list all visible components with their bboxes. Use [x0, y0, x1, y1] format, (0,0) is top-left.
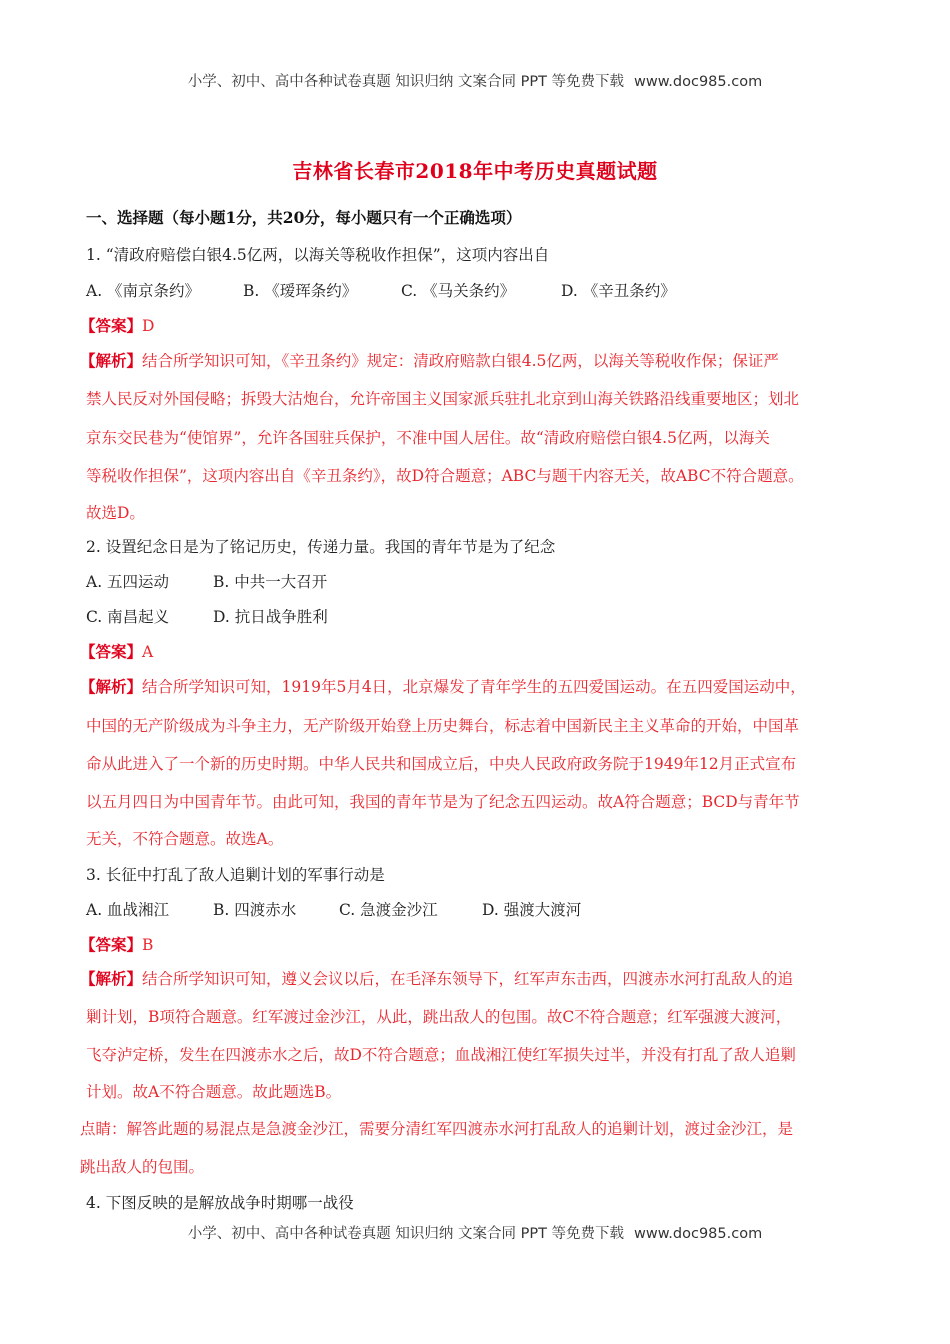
- option-b: B. 中共一大召开: [213, 573, 328, 591]
- question-2-analysis-line: 命从此进入了一个新的历史时期。中华人民共和国成立后，中央人民政府政务院于1949年12月正式宣布: [86, 755, 797, 773]
- section-heading: 一、选择题（每小题1分，共20分，每小题只有一个正确选项）: [86, 208, 522, 227]
- option-d: D. 强渡大渡河: [482, 901, 582, 919]
- question-2-stem: 2. 设置纪念日是为了铭记历史，传递力量。我国的青年节是为了纪念: [86, 538, 556, 556]
- option-d: D. 抗日战争胜利: [213, 608, 328, 626]
- question-1-analysis-line: 故选D。: [86, 504, 145, 522]
- document-title: 吉林省长春市2018年中考历史真题试题: [292, 159, 658, 183]
- question-2-analysis-line: 以五月四日为中国青年节。由此可知，我国的青年节是为了纪念五四运动。故A符合题意；BCD与青年节: [86, 793, 800, 811]
- answer-value: B: [142, 936, 154, 954]
- option-a: A. 《南京条约》: [86, 282, 201, 300]
- option-c: C. 急渡金沙江: [339, 901, 438, 919]
- question-2-analysis-line: 【解析】结合所学知识可知，1919年5月4日，北京爆发了青年学生的五四爱国运动。在五四爱国运动中，: [80, 677, 806, 696]
- question-3-tip-line: 点睛：解答此题的易混点是急渡金沙江，需要分清红军四渡赤水河打乱敌人的追剿计划，渡过金沙江，是: [80, 1120, 794, 1138]
- footer-text: 小学、初中、高中各种试卷真题 知识归纳 文案合同 PPT 等免费下载: [187, 1226, 625, 1242]
- question-3-options: [86, 900, 581, 920]
- question-1-analysis-line: 京东交民巷为“使馆界”，允许各国驻兵保护，不准中国人居住。故“清政府赔偿白银4.5亿两，以海关: [86, 429, 770, 447]
- answer-value: A: [142, 643, 154, 661]
- question-3-analysis-line: 剿计划，B项符合题意。红军渡过金沙江，从此，跳出敌人的包围。故C不符合题意；红军强渡大渡河，: [86, 1008, 792, 1026]
- question-1-options: [86, 281, 676, 301]
- question-3-stem: 3. 长征中打乱了敌人追剿计划的军事行动是: [86, 866, 385, 884]
- option-d: D. 《辛丑条约》: [561, 282, 676, 300]
- option-b: B. 《瑷珲条约》: [243, 282, 358, 300]
- question-2-answer: [80, 642, 153, 662]
- option-c: C. 南昌起义: [86, 608, 170, 626]
- question-1-answer: [80, 316, 154, 336]
- footer-url[interactable]: www.doc985.com: [634, 1226, 763, 1242]
- option-a: A. 五四运动: [86, 573, 170, 591]
- option-a: A. 血战湘江: [86, 901, 170, 919]
- question-2-options: [86, 607, 328, 627]
- question-3-tip-line: 跳出敌人的包围。: [80, 1158, 205, 1176]
- answer-value: D: [142, 317, 155, 335]
- question-1-analysis-line: 等税收作担保”，这项内容出自《辛丑条约》，故D符合题意；ABC与题干内容无关，故ABC不符合题意。: [86, 467, 804, 485]
- question-3-answer: [80, 935, 153, 955]
- question-3-analysis-line: 计划。故A不符合题意。故此题选B。: [86, 1083, 342, 1101]
- page-header: [0, 70, 950, 91]
- question-3-analysis-line: 飞夺泸定桥，发生在四渡赤水之后，故D不符合题意；血战湘江使红军损失过半，并没有打乱了敌人追剿: [86, 1046, 796, 1064]
- answer-label: 【答案】: [80, 642, 143, 661]
- question-2-options: [86, 572, 327, 592]
- answer-label: 【答案】: [80, 935, 143, 954]
- option-c: C. 《马关条约》: [401, 282, 516, 300]
- question-2-analysis-line: 无关，不符合题意。故选A。: [86, 830, 284, 848]
- question-4-stem: 4. 下图反映的是解放战争时期哪一战役: [86, 1194, 354, 1212]
- analysis-label: 【解析】: [80, 969, 143, 988]
- analysis-label: 【解析】: [80, 677, 143, 696]
- header-url[interactable]: www.doc985.com: [634, 74, 763, 90]
- header-text: 小学、初中、高中各种试卷真题 知识归纳 文案合同 PPT 等免费下载: [187, 74, 625, 90]
- question-1-stem: 1. “清政府赔偿白银4.5亿两，以海关等税收作担保”，这项内容出自: [86, 246, 550, 264]
- option-b: B. 四渡赤水: [213, 901, 297, 919]
- page-footer: [0, 1222, 950, 1243]
- answer-label: 【答案】: [80, 316, 143, 335]
- question-1-analysis-line: 【解析】结合所学知识可知，《辛丑条约》规定：清政府赔款白银4.5亿两，以海关等税收作保；保证严: [80, 351, 779, 370]
- question-1-analysis-line: 禁人民反对外国侵略；拆毁大沽炮台，允许帝国主义国家派兵驻扎北京到山海关铁路沿线重要地区；划北: [86, 390, 800, 408]
- question-3-analysis-line: 【解析】结合所学知识可知，遵义会议以后，在毛泽东领导下，红军声东击西，四渡赤水河打乱敌人的追: [80, 969, 794, 988]
- analysis-label: 【解析】: [80, 351, 143, 370]
- question-2-analysis-line: 中国的无产阶级成为斗争主力，无产阶级开始登上历史舞台，标志着中国新民主主义革命的开始，中国革: [86, 717, 800, 735]
